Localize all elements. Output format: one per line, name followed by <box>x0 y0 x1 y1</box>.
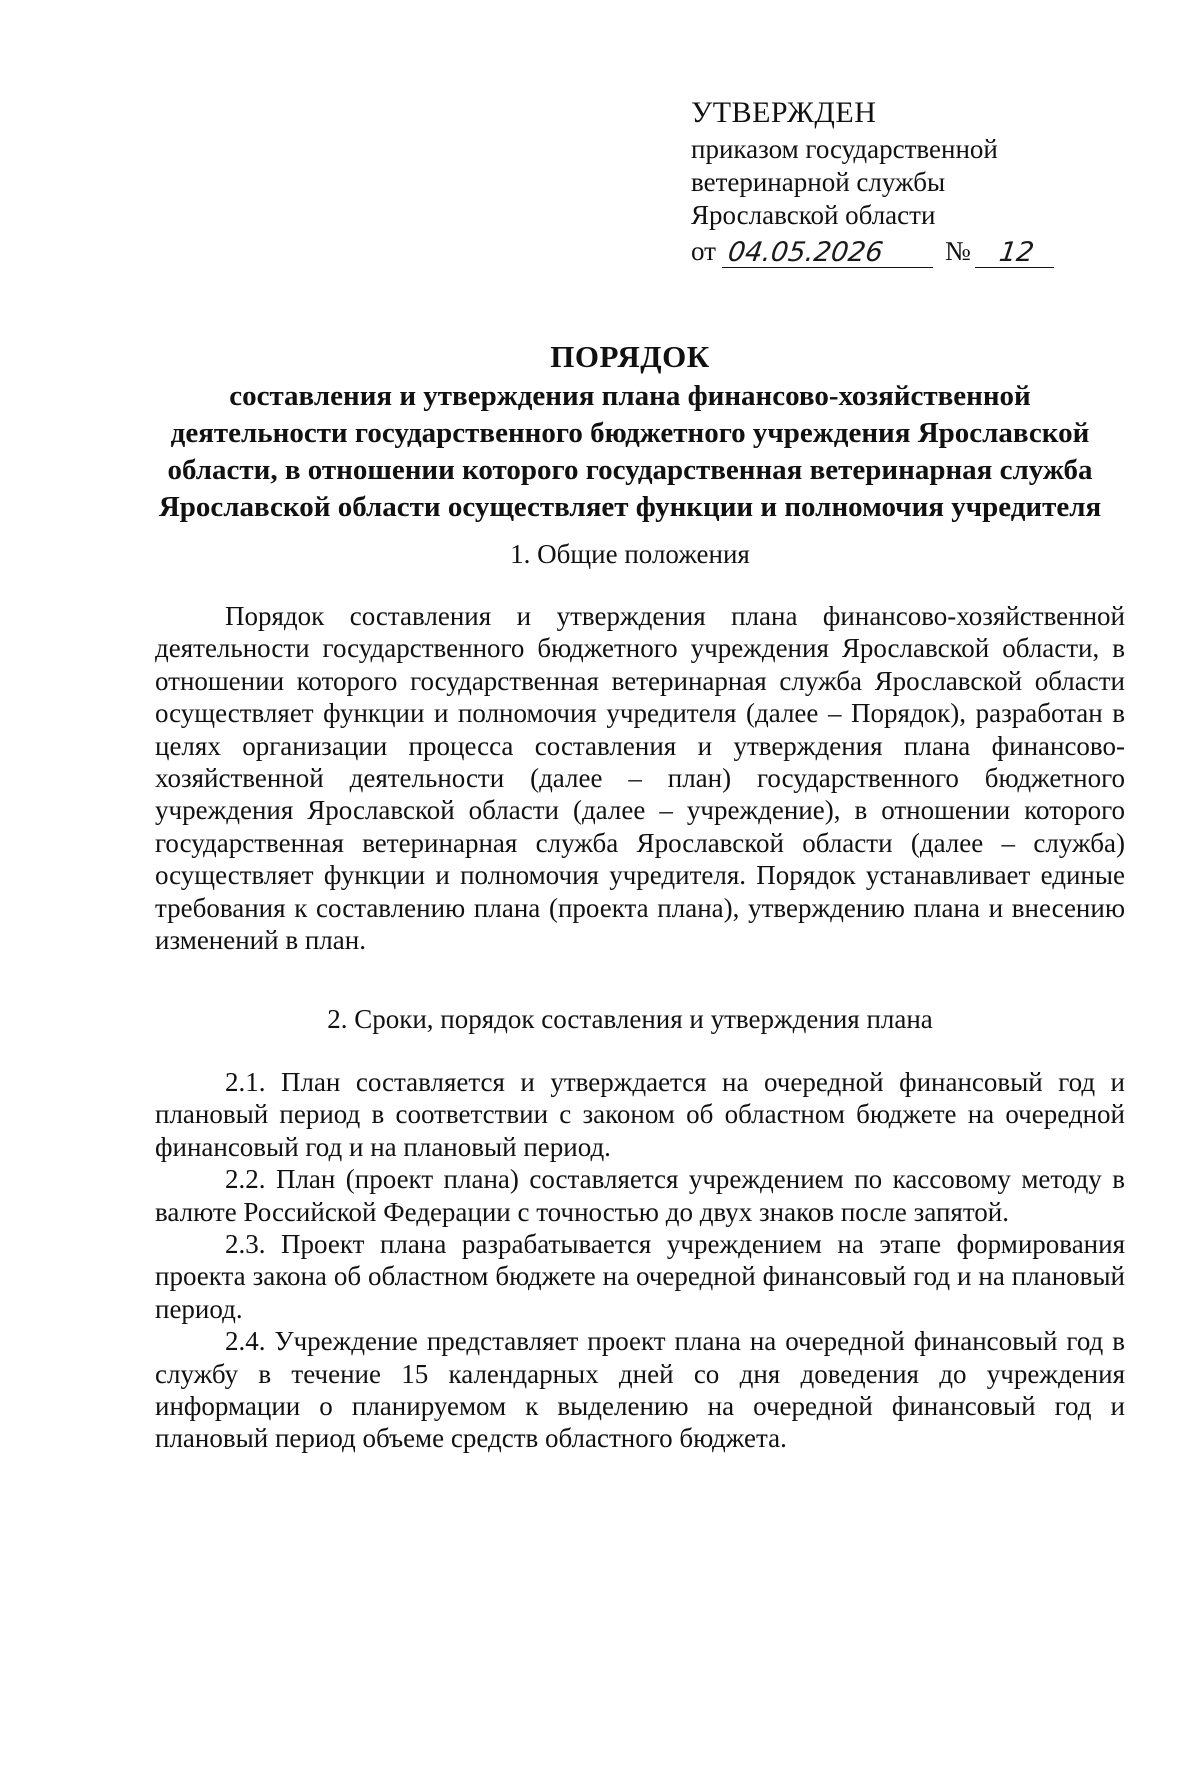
number-sign: № <box>944 236 971 266</box>
section-2-body <box>155 1066 1125 1455</box>
section-1-heading: 1. Общие положения <box>510 539 750 569</box>
approval-reference-line <box>691 235 1111 268</box>
document-subtitle-line: деятельности государственного бюджетного учреждения Ярославской <box>170 417 1090 449</box>
approval-line: ветеринарной службы <box>691 167 946 197</box>
section-2-heading: 2. Сроки, порядок составления и утверждения плана <box>327 1004 933 1034</box>
handwritten-date: 04.05.2026 <box>722 239 937 268</box>
document-subtitle-line: составления и утверждения плана финансово-хозяйственной <box>229 380 1031 412</box>
approval-title: УТВЕРЖДЕН <box>691 96 877 129</box>
approval-block <box>691 96 1111 268</box>
document-subtitle-line: области, в отношении которого государственная ветеринарная служба <box>167 454 1093 486</box>
section-1-paragraph: Порядок составления и утверждения плана финансово-хозяйственной деятельности государственного бюджетного учреждения Ярославской области, в отношении которого государственная ветеринарная служба Ярославской области осуществляет функции и полномочия учредителя (далее – Порядок), разработан в целях организации процесса составления и утверждения плана финансово-хозяйственной деятельности (далее – план) государственного бюджетного учреждения Ярославской области (далее – учреждение), в отношении которого государственная ветеринарная служба Ярославской области (далее – служба) осуществляет функции и полномочия учредителя. Порядок устанавливает единые требования к составлению плана (проекта плана), утверждению плана и внесению изменений в план. <box>155 601 1125 956</box>
clause-2-1: 2.1. План составляется и утверждается на очередной финансовый год и плановый период в соответствии с законом об областном бюджете на очередной финансовый год и на плановый период. <box>155 1067 1125 1162</box>
document-title: ПОРЯДОК <box>550 339 710 374</box>
handwritten-number: 12 <box>975 239 1058 268</box>
document-title-block <box>130 337 1130 526</box>
document-subtitle-line: Ярославской области осуществляет функции и полномочия учредителя <box>158 491 1102 523</box>
clause-2-2: 2.2. План (проект плана) составляется учреждением по кассовому методу в валюте Российской Федерации с точностью до двух знаков после запятой. <box>155 1164 1125 1227</box>
approval-line: Ярославской области <box>691 200 936 230</box>
clause-2-4: 2.4. Учреждение представляет проект плана на очередной финансовый год в службу в течение 15 календарных дней со дня доведения до учреждения информации о планируемом к выделению на очередной финансовый год и плановый период объеме средств областного бюджета. <box>155 1326 1125 1454</box>
date-prefix: от <box>691 236 716 266</box>
clause-2-3: 2.3. Проект плана разрабатывается учреждением на этапе формирования проекта закона об областном бюджете на очередной финансовый год и на плановый период. <box>155 1229 1125 1324</box>
section-1-body <box>155 600 1125 956</box>
approval-line: приказом государственной <box>691 134 998 164</box>
